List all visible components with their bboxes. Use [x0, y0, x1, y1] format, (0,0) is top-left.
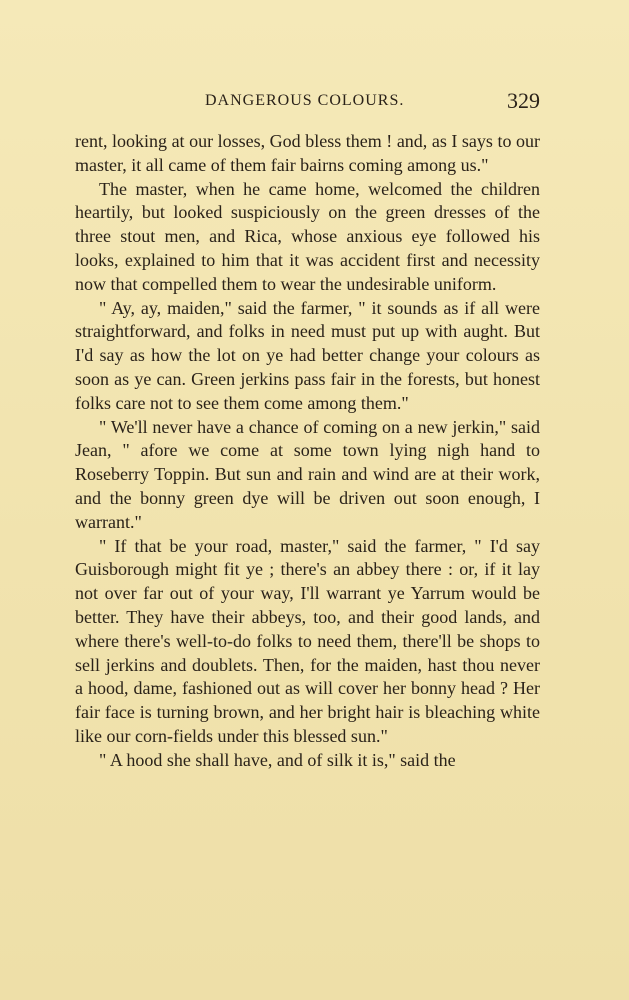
body-text: [75, 130, 540, 773]
paragraph-2: The master, when he came home, welcomed the children heartily, but looked suspiciously on the green dresses of the three stout men, and Rica, whose anxious eye followed his looks, explained to him that it was accident first and necessity now that compelled them to wear the undesirable uniform.: [75, 178, 540, 294]
page-number: 329: [507, 88, 540, 113]
paragraph-1: rent, looking at our losses, God bless them ! and, as I says to our master, it all came of them fair bairns coming among us.": [75, 131, 540, 175]
running-title: DANGEROUS COLOURS.: [205, 92, 405, 109]
paragraph-4: " We'll never have a chance of coming on a new jerkin," said Jean, " afore we come at some town lying nigh hand to Roseberry Toppin. But sun and rain and wind are at their work, and the bonny green dye will be driven out soon enough, I warrant.": [75, 416, 540, 532]
paragraph-5: " If that be your road, master," said the farmer, " I'd say Guisborough might fit ye ; there's an abbey there : or, if it lay not over far out of your way, I'll warrant ye Yarrum would be better. They have their abbeys, too, and their good lands, and where there's well-to-do folks to need them, there'll be shops to sell jerkins and doublets. Then, for the maiden, hast thou never a hood, dame, fashioned out as will cover her bonny head ? Her fair face is turning brown, and her bright hair is bleaching white like our corn-fields under this blessed sun.": [75, 535, 540, 746]
paragraph-6: " A hood she shall have, and of silk it is," said the: [99, 749, 456, 770]
paragraph-3: " Ay, ay, maiden," said the farmer, " it sounds as if all were straightforward, and folks in need must put up with aught. But I'd say as how the lot on ye had better change your colours as soon as ye can. Green jerkins pass fair in the forests, but honest folks care not to see them come among them.": [75, 297, 540, 413]
running-head: [0, 88, 629, 118]
